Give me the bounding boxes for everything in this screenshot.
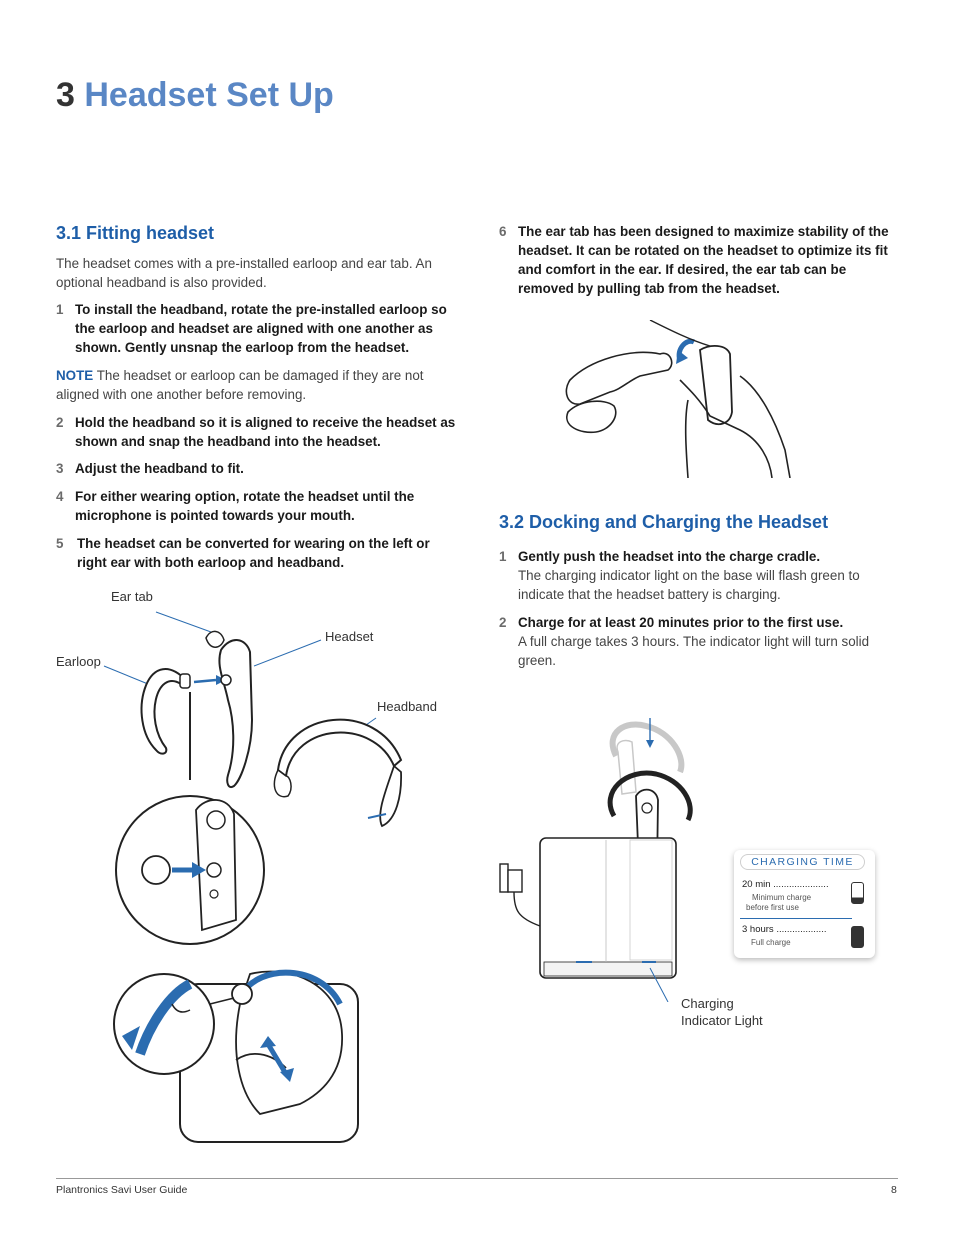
step-number: 2 (56, 415, 64, 430)
callout-ear-tab: Ear tab (111, 589, 153, 604)
charging-time-card (734, 850, 875, 958)
section-heading-fitting: 3.1 Fitting headset (56, 223, 215, 243)
base-shape (540, 838, 676, 978)
note-text: The headset or earloop can be damaged if they are not aligned with one another before removing. (56, 368, 424, 402)
step-number: 4 (56, 489, 64, 504)
step-text: Gently push the headset into the charge cradle. (518, 549, 821, 564)
wearing-illustration (110, 964, 360, 1146)
step-number: 1 (56, 302, 64, 317)
callout-headband: Headband (377, 699, 437, 714)
footer-divider (56, 1178, 898, 1179)
step-5 (56, 534, 456, 572)
step-text: Charge for at least 20 minutes prior to the first use. (518, 615, 844, 630)
step-number: 3 (56, 461, 64, 476)
callout-charging-indicator (681, 995, 763, 1029)
charge-row-3hours-sub: Full charge (751, 938, 791, 947)
section1-intro: The headset comes with a pre-installed earloop and ear tab. An optional headband is also provided. (56, 256, 432, 290)
step-number: 5 (56, 536, 64, 551)
step-2 (56, 413, 456, 451)
callout-line-1: Charging (681, 996, 734, 1011)
fitting-illustration (56, 600, 456, 960)
charge-row-20min-sub2: before first use (746, 903, 799, 912)
step-4 (56, 487, 456, 525)
docking-step-1 (499, 547, 899, 604)
charge-row-3hours: 3 hours ................... (742, 924, 827, 935)
step-text: For either wearing option, rotate the headset until the microphone is pointed towards your mouth. (75, 489, 415, 523)
charge-cradle-illustration (496, 712, 730, 1002)
leader-line-earloop (104, 666, 148, 684)
chapter-title (56, 76, 334, 115)
step-text: The headset can be converted for wearing on the left or right ear with both earloop and headband. (77, 536, 430, 570)
step-text: Hold the headband so it is aligned to receive the headset as shown and snap the headband into the headset. (75, 415, 456, 449)
battery-full-icon (851, 926, 864, 948)
callout-line-2: Indicator Light (681, 1013, 763, 1028)
callout-earloop: Earloop (56, 654, 101, 669)
note (56, 366, 456, 404)
step-subtext: The charging indicator light on the base will flash green to indicate that the headset battery is charging. (518, 568, 860, 602)
step-1 (56, 300, 456, 357)
step-number: 1 (499, 549, 507, 564)
charge-divider (740, 918, 852, 919)
callout-headset: Headset (325, 629, 374, 644)
step-body (499, 547, 899, 604)
charging-time-title: CHARGING TIME (740, 854, 865, 870)
charge-row-20min-sub1: Minimum charge (752, 893, 812, 902)
footer-document-title: Plantronics Savi User Guide (56, 1184, 188, 1196)
note-label: NOTE (56, 368, 94, 383)
rotate-arrow-icon (676, 350, 688, 364)
step-number: 2 (499, 615, 507, 630)
step-text: Adjust the headband to fit. (75, 461, 244, 476)
battery-partial-icon (851, 882, 864, 904)
ear-tab-shape (206, 631, 224, 647)
leader-line-ear-tab (156, 612, 211, 632)
section-heading-docking: 3.2 Docking and Charging the Headset (499, 512, 829, 532)
docking-step-2 (499, 613, 899, 670)
arrow-down-icon (646, 740, 654, 748)
chapter-title-text: Headset Set Up (84, 76, 334, 114)
footer-page-number: 8 (891, 1184, 897, 1196)
step-number: 6 (499, 224, 507, 239)
chapter-number: 3 (56, 76, 75, 114)
step-text: The ear tab has been designed to maximize stability of the headset. It can be rotated on the headset to optimize its fit and comfort in the ear. If desired, the ear tab can be removed by pulling tab from the headset. (518, 224, 889, 296)
headband-zoom-circle (114, 974, 214, 1074)
leader-line-headset (254, 640, 321, 666)
headband-shape (278, 720, 401, 776)
step-body (499, 613, 899, 670)
headset-shape (219, 640, 252, 787)
ear-tab-illustration (560, 320, 810, 478)
charge-row-20min: 20 min ..................... (742, 879, 829, 890)
headset-shape (700, 346, 732, 424)
step-text: To install the headband, rotate the pre-installed earloop so the earloop and headset are aligned with one another as shown. Gently unsnap the earloop from the headset. (75, 302, 447, 355)
step-3 (56, 459, 456, 478)
step-6 (499, 222, 899, 298)
step-subtext: A full charge takes 3 hours. The indicator light will turn solid green. (518, 634, 870, 668)
finger-shape (566, 352, 671, 404)
